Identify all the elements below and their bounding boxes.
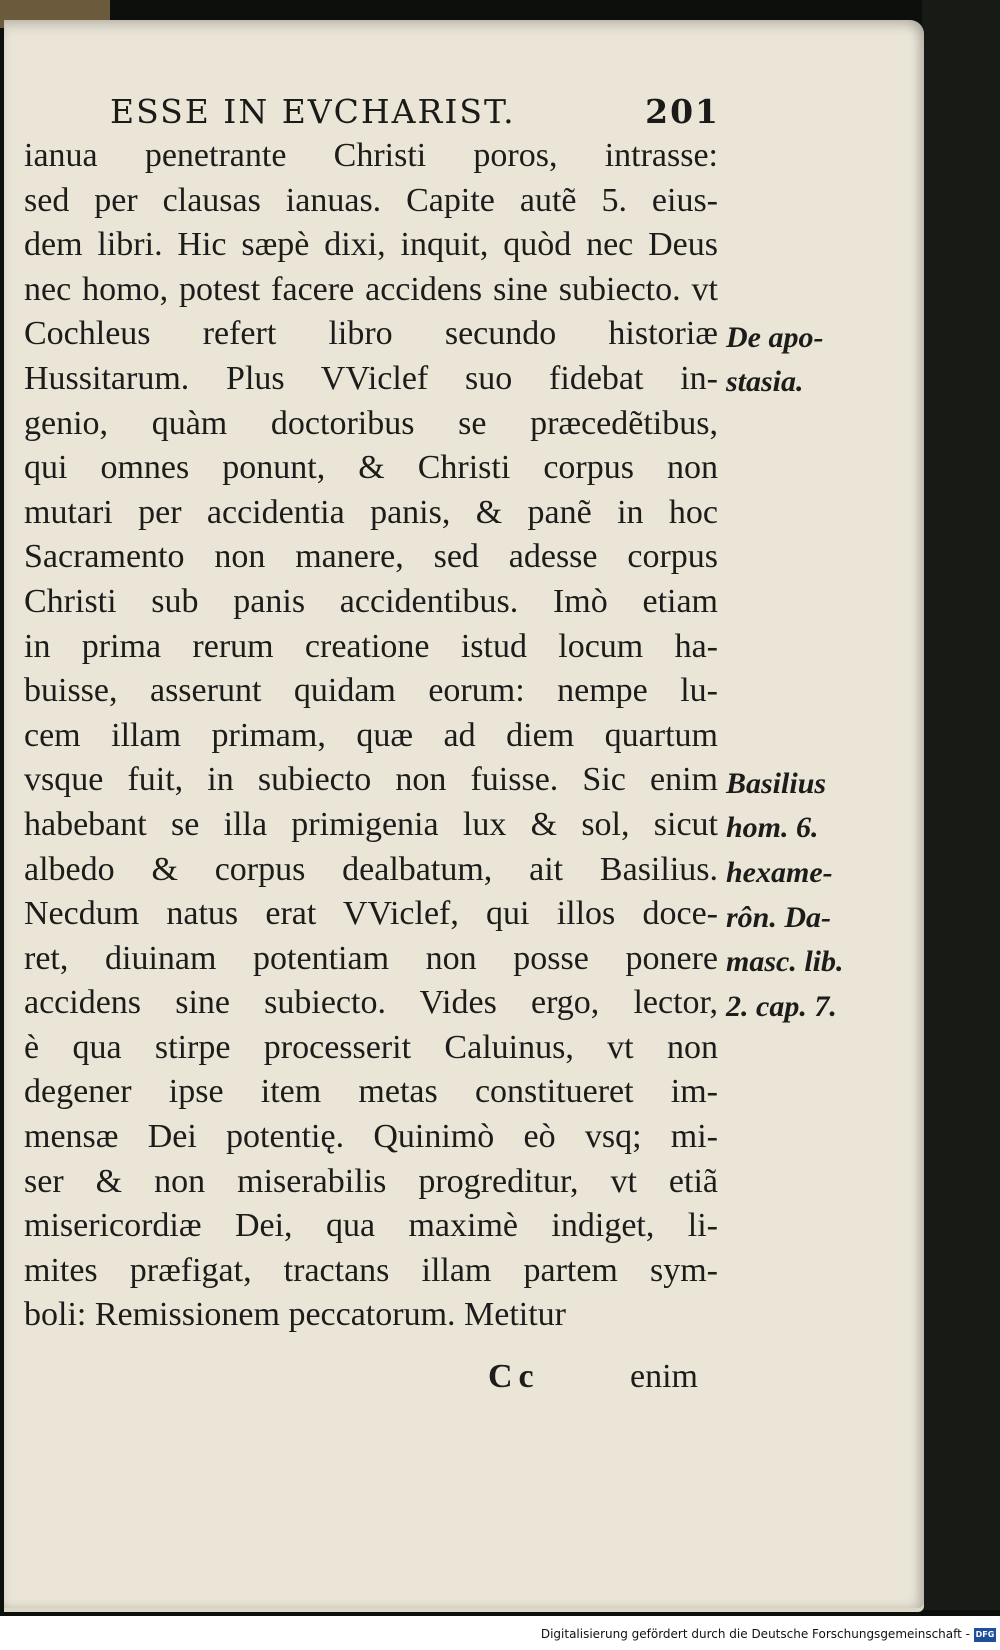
page-header — [110, 92, 720, 134]
text-line: boli: Remissionem peccatorum. Metitur — [24, 1296, 567, 1334]
funding-credit: Digitalisierung gefördert durch die Deutsche Forschungsgemeinschaft - — [540, 1627, 970, 1641]
text-line: mites præfigat, tractans illam partem sym- — [24, 1251, 718, 1289]
signature-mark: Cc — [488, 1358, 540, 1395]
text-line: vsque fuit, in subiecto non fuisse. Sic enim — [24, 761, 718, 799]
marginal-note: 2. cap. 7. — [726, 990, 837, 1023]
text-line: habebant se illa primigenia lux & sol, sicut — [24, 805, 718, 843]
text-line: Necdum natus erat VViclef, qui illos doce- — [24, 895, 718, 933]
body-text — [24, 134, 718, 1338]
text-line: Christi sub panis accidentibus. Imò etiam — [24, 582, 718, 620]
page-number: 201 — [645, 92, 720, 131]
text-line: sed per clausas ianuas. Capite autẽ 5. eius- — [24, 181, 718, 219]
text-line: ianua penetrante Christi poros, intrasse: — [24, 137, 718, 174]
text-line: nec homo, potest facere accidens sine subiecto. vt — [24, 270, 718, 308]
text-line: ret, diuinam potentiam non posse ponere — [24, 939, 718, 977]
text-line: è qua stirpe processerit Caluinus, vt non — [24, 1028, 718, 1066]
text-line: mensæ Dei potentię. Quinimò eò vsq; mi- — [24, 1118, 718, 1156]
text-line: dem libri. Hic sæpè dixi, inquit, quòd nec Deus — [24, 226, 718, 264]
text-line: albedo & corpus dealbatum, ait Basilius. — [24, 850, 718, 888]
text-line: accidens sine subiecto. Vides ergo, lector, — [24, 984, 718, 1022]
text-line: Cochleus refert libro secundo historiæ — [24, 315, 718, 353]
marginal-note: hexame- — [726, 856, 833, 889]
text-line: cem illam primam, quæ ad diem quartum — [24, 716, 718, 754]
marginal-note: De apo- — [726, 321, 824, 354]
book-cover-edge — [922, 0, 1000, 1610]
marginal-note: stasia. — [726, 365, 804, 398]
running-head: ESSE IN EVCHARIST. — [110, 92, 516, 131]
text-line: ser & non miserabilis progreditur, vt etiã — [24, 1162, 718, 1200]
text-line: misericordiæ Dei, qua maximè indiget, li- — [24, 1207, 718, 1245]
text-line: in prima rerum creatione istud locum ha- — [24, 627, 718, 665]
marginal-note: hom. 6. — [726, 811, 819, 844]
text-line: genio, quàm doctoribus se præcedẽtibus, — [24, 404, 718, 442]
text-line: Hussitarum. Plus VViclef suo fidebat in- — [24, 359, 718, 397]
text-line: qui omnes ponunt, & Christi corpus non — [24, 449, 718, 487]
marginal-note: rôn. Da- — [726, 901, 832, 934]
catchword: enim — [630, 1358, 698, 1395]
text-line: mutari per accidentia panis, & panẽ in hoc — [24, 493, 718, 531]
marginal-note: masc. lib. — [726, 945, 844, 978]
dfg-logo: DFG — [974, 1628, 996, 1642]
digitization-footer — [0, 1616, 1000, 1650]
text-line: buisse, asserunt quidam eorum: nempe lu- — [24, 672, 718, 710]
text-line: Sacramento non manere, sed adesse corpus — [24, 538, 718, 576]
text-line: degener ipse item metas constitueret im- — [24, 1073, 718, 1111]
marginal-note: Basilius — [726, 767, 827, 800]
